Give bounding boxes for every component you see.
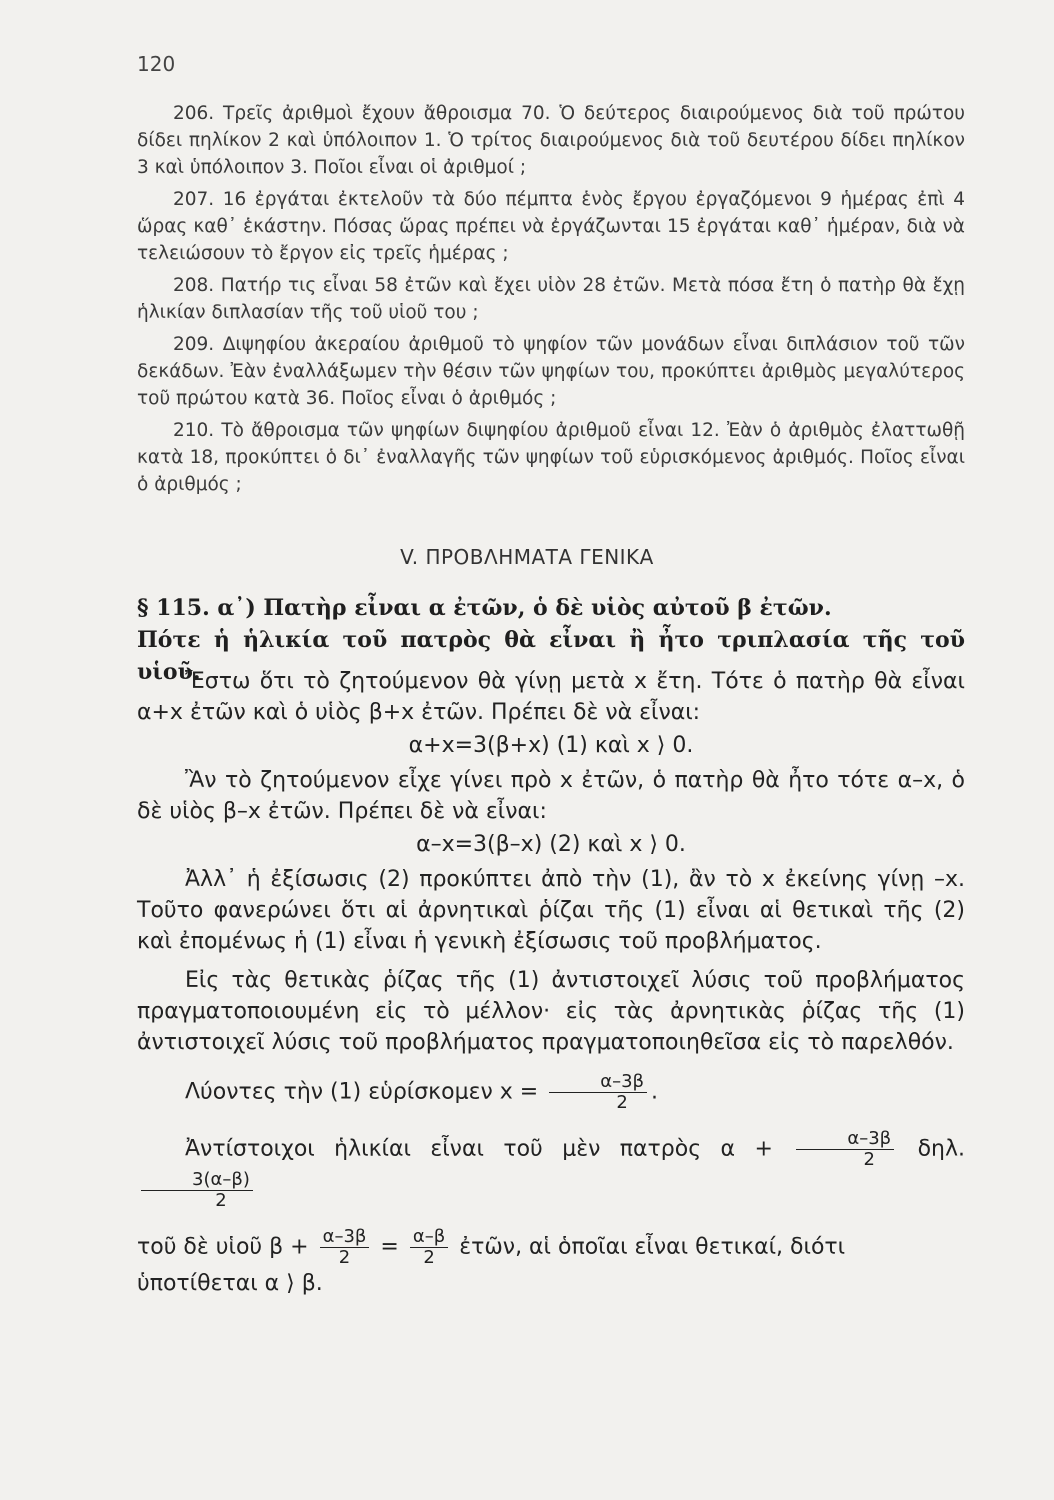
father-age-text: Ἀντίστοιχοι ἡλικίαι εἶναι τοῦ μὲν πατρὸς α + xyxy=(185,1136,773,1162)
page-number: 120 xyxy=(137,52,176,76)
fraction-numerator: α–3β xyxy=(549,1072,647,1093)
paragraph-roots: Εἰς τὰς θετικὰς ῥίζας τῆς (1) ἀντιστοιχεῖ λύσις τοῦ προβλήματος πραγματοποιουμένη εἰς τὸ μέλλον· εἰς τὰς ἀρνητικὰς ῥίζας τῆς (1) ἀντιστοιχεῖ λύσις τοῦ προβλήματος πραγματοποιηθεῖσα εἰς τὸ παρελθόν. xyxy=(137,968,965,1055)
father-age-line xyxy=(137,1129,965,1211)
exercise-206: 206. Τρεῖς ἀριθμοὶ ἔχουν ἄθροισμα 70. Ὁ δεύτερος διαιρούμενος διὰ τοῦ πρώτου δίδει πηλίκον 2 καὶ ὑπόλοιπον 1. Ὁ τρίτος διαιρούμενος διὰ τοῦ δευτέρου δίδει πηλίκον 3 καὶ ὑπόλοιπον 3. Ποῖοι εἶναι οἱ ἀριθμοί ; xyxy=(137,103,965,178)
exercise-209: 209. Διψηφίου ἀκεραίου ἀριθμοῦ τὸ ψηφίον τῶν μονάδων εἶναι διπλάσιον τοῦ τῶν δεκάδων. Ἐὰν ἐναλλάξωμεν τὴν θέσιν τῶν ψηφίων του, προκύπτει ἀριθμὸς μεγαλύτερος τοῦ πρώτου κατὰ 36. Ποῖος εἶναι ὁ ἀριθμός ; xyxy=(137,334,965,409)
son-age-text: τοῦ δὲ υἱοῦ β + xyxy=(137,1234,309,1260)
fraction-numerator: 3(α–β) xyxy=(141,1170,253,1191)
fraction-denominator: 2 xyxy=(423,1247,435,1268)
son-age-tail: ἐτῶν, αἱ ὁποῖαι εἶναι θετικαί, διότι xyxy=(459,1234,846,1260)
solution-fraction xyxy=(549,1072,647,1113)
solution-text: Λύοντες τὴν (1) εὑρίσκομεν x = xyxy=(185,1079,539,1105)
fraction-denominator: 2 xyxy=(863,1149,875,1170)
equation-2: α–x=3(β–x) (2) καὶ x ⟩ 0. xyxy=(416,832,686,857)
equals-sign: = xyxy=(380,1234,399,1260)
final-line: ὑποτίθεται α ⟩ β. xyxy=(137,1271,323,1296)
son-age-line xyxy=(137,1227,965,1268)
namely-text: δηλ. xyxy=(917,1136,966,1162)
section-body xyxy=(137,666,965,1299)
heading-line-1: § 115. α᾽) Πατὴρ εἶναι α ἐτῶν, ὁ δὲ υἱὸς αὐτοῦ β ἐτῶν. xyxy=(137,595,832,621)
exercise-210: 210. Τὸ ἄθροισμα τῶν ψηφίων διψηφίου ἀριθμοῦ εἶναι 12. Ἐὰν ὁ ἀριθμὸς ἐλαττωθῇ κατὰ 18, προκύπτει ὁ δι᾽ ἐναλλαγῆς τῶν ψηφίων τοῦ εὑρισκόμενος ἀριθμός. Ποῖος εἶναι ὁ ἀριθμός ; xyxy=(137,420,965,495)
son-fraction xyxy=(320,1227,370,1268)
fraction-denominator: 2 xyxy=(616,1092,628,1113)
solution-line: Λύοντες τὴν (1) εὑρίσκομεν x = $\frac{\alpha-3\beta}{2}$ . xyxy=(185,1071,659,1113)
father-result-fraction xyxy=(141,1170,253,1211)
fraction-numerator: α–3β xyxy=(796,1129,894,1150)
exercise-list xyxy=(137,100,965,503)
fraction-denominator: 2 xyxy=(215,1190,227,1211)
fraction-denominator: 2 xyxy=(338,1247,351,1268)
father-fraction xyxy=(796,1129,894,1170)
fraction-numerator: α–3β xyxy=(320,1227,370,1248)
section-title: V. ΠΡΟΒΛΗΜΑΤΑ ΓΕΝΙΚΑ xyxy=(400,545,654,569)
equation-1: α+x=3(β+x) (1) καὶ x ⟩ 0. xyxy=(408,733,694,758)
paragraph-general: Ἀλλ᾽ ἡ ἐξίσωσις (2) προκύπτει ἀπὸ τὴν (1), ἂν τὸ x ἐκείνης γίνῃ –x. Τοῦτο φανερώνει ὅτι αἱ ἀρνητικαὶ ῥίζαι τῆς (1) εἶναι αἱ θετικαὶ τῆς (2) καὶ ἐπομένως ἡ (1) εἶναι ἡ γενικὴ ἐξίσωσις τοῦ προβλήματος. xyxy=(137,867,965,954)
paragraph-past: Ἂν τὸ ζητούμενον εἶχε γίνει πρὸ x ἐτῶν, ὁ πατὴρ θὰ ἦτο τότε α–x, ὁ δὲ υἱὸς β–x ἐτῶν. Πρέπει δὲ νὰ εἶναι: xyxy=(137,768,965,824)
exercise-207: 207. 16 ἐργάται ἐκτελοῦν τὰ δύο πέμπτα ἑνὸς ἔργου ἐργαζόμενοι 9 ἡμέρας ἐπὶ 4 ὥρας καθ᾽ ἑκάστην. Πόσας ὥρας πρέπει νὰ ἐργάζωνται 15 ἐργάται καθ᾽ ἡμέραν, διὰ νὰ τελειώσουν τὸ ἔργον εἰς τρεῖς ἡμέρας ; xyxy=(137,189,965,264)
son-result-fraction xyxy=(410,1227,448,1268)
fraction-numerator: α–β xyxy=(410,1227,448,1248)
heading-line-2: Πότε ἡ ἡλικία τοῦ πατρὸς θὰ εἶναι ἢ ἦτο τριπλασία τῆς τοῦ υἱοῦ. xyxy=(137,627,965,685)
exercise-208: 208. Πατήρ τις εἶναι 58 ἐτῶν καὶ ἔχει υἱὸν 28 ἐτῶν. Μετὰ πόσα ἔτη ὁ πατὴρ θὰ ἔχῃ ἡλικίαν διπλασίαν τῆς τοῦ υἱοῦ του ; xyxy=(137,275,965,323)
paragraph-future: Ἔστω ὅτι τὸ ζητούμενον θὰ γίνῃ μετὰ x ἔτη. Τότε ὁ πατὴρ θὰ εἶναι α+x ἐτῶν καὶ ὁ υἱὸς β+x ἐτῶν. Πρέπει δὲ νὰ εἶναι: xyxy=(137,669,965,725)
